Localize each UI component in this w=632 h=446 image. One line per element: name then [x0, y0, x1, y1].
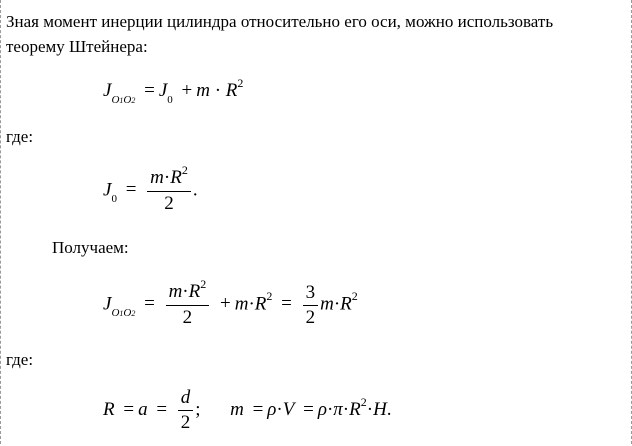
intro-line-1: Зная момент инерции цилиндра относительно его оси, можно использовать	[6, 12, 554, 31]
where-label-1: где:	[6, 127, 34, 146]
subscript-o1o2: O1O2	[111, 307, 136, 320]
symbol-J: J	[103, 80, 112, 101]
subscript-o1o2: O1O2	[111, 94, 136, 106]
symbol-J0: J	[103, 179, 112, 201]
fraction-d-over-2: $\frac{d}{2}$	[178, 386, 194, 435]
plus-sign: +	[181, 80, 193, 101]
formula-result: $J_{O1O2}$ = $\frac{m\cdot R^2}{2}$ + $m\cdot R^2$ = $\frac{3}{2}$ $m\cdot R^2$	[103, 277, 358, 328]
where-label-2: где:	[6, 350, 34, 369]
obtain-label: Получаем:	[52, 238, 129, 257]
formula-steiner: $J_{O1O2} = J_0 + m \cdot R^2$	[103, 76, 244, 106]
equals-sign: =	[144, 80, 155, 101]
symbol-m: m	[196, 80, 210, 101]
fraction-3-over-2: $\frac{3}{2}$	[303, 281, 319, 330]
symbol-R: R	[225, 80, 238, 101]
intro-line-2: теорему Штейнера:	[6, 37, 148, 56]
fraction-mR2-over-2: $\frac{m\cdot R^2}{2}$	[147, 166, 191, 216]
formula-j0: $J_0$ = $\frac{m\cdot R^2}{2}$ .	[103, 163, 198, 214]
symbol-J0: J	[158, 80, 168, 101]
formula-definitions: R = a = $\frac{d}{2}$ ; $m = \rho\cdot V = \rho\cdot\pi\cdot R^2\cdot H$.	[103, 387, 392, 433]
fraction-mR2-over-2: $\frac{m\cdot R^2}{2}$	[166, 280, 210, 330]
